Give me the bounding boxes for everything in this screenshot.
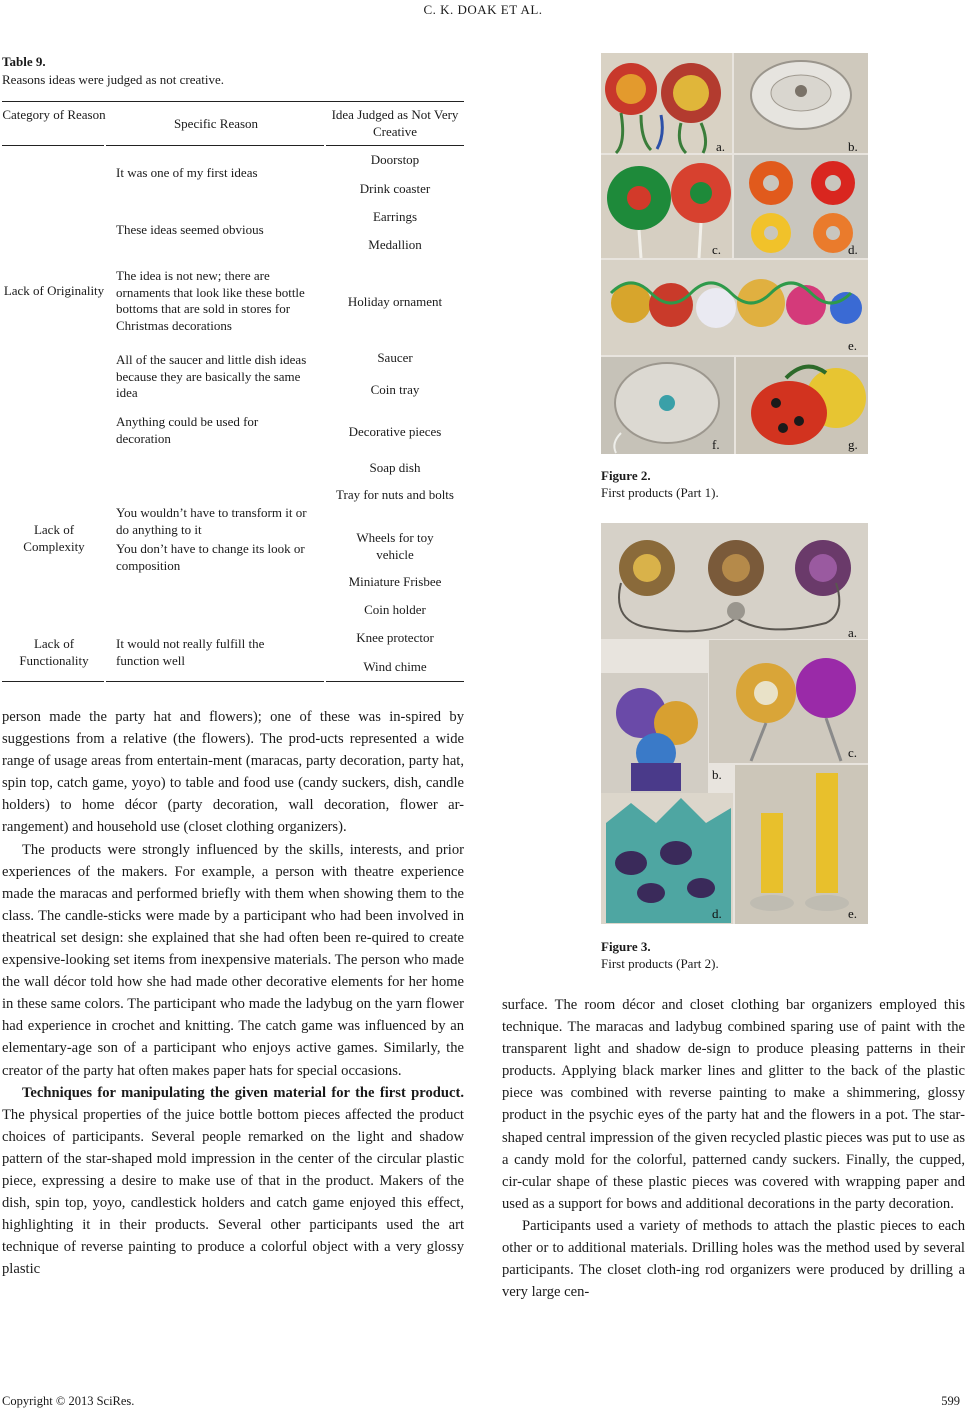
table-category-complexity: Lack of Complexity <box>23 522 85 554</box>
table-idea: Doorstop <box>370 152 420 167</box>
panel-label: g. <box>848 437 858 452</box>
table-reason: All of the saucer and little dish ideas because they are basically the same idea <box>116 352 307 400</box>
panel-label: c. <box>848 745 858 760</box>
paragraph-text: The physical properties of the juice bottle bottom pieces affected the product choices of participants. Several people remarked on the light and shadow pattern of the star-shaped mold impression in the center of the circular plastic piece, expressing a desire to make use of that in the product. Makers of the dish, spin top, yoyo, candlestick holders and catch game enjoyed this effect, highlighting it in their products. Several other participants used the art technique of reverse painting to produce a colorful object with a very glossy plastic <box>2 1106 464 1278</box>
table-header-category: Category of Reason <box>2 107 106 122</box>
table-header-idea: Idea Judged as Not Very Creative <box>331 107 459 139</box>
table-idea: Wheels for toy vehicle <box>356 530 434 562</box>
panel-label: d. <box>848 242 858 257</box>
panel-label: a. <box>716 139 726 154</box>
table-idea: Miniature Frisbee <box>348 574 442 589</box>
table-category-functionality: Lack of Functionality <box>19 636 89 668</box>
figure-2-photo-collage <box>601 53 868 454</box>
panel-label: e. <box>848 906 858 921</box>
footer-copyright: Copyright © 2013 SciRes. <box>2 1394 135 1408</box>
table-idea: Decorative pieces <box>348 424 442 439</box>
table-idea: Saucer <box>377 350 413 365</box>
panel-label: d. <box>712 906 722 921</box>
table-caption: Reasons ideas were judged as not creative. <box>2 72 225 87</box>
table-reason: It was one of my first ideas <box>116 165 258 180</box>
table-idea: Wind chime <box>363 659 427 674</box>
figure-2-caption-text: First products (Part 1). <box>601 485 719 500</box>
table-idea: Coin tray <box>370 382 420 397</box>
table-reason: These ideas seemed obvious <box>116 222 264 237</box>
figure-2-image <box>601 53 868 454</box>
table-header-rule-1 <box>2 145 104 146</box>
table-idea: Earrings <box>372 209 418 224</box>
body-paragraph <box>2 1082 464 1281</box>
figure-3-photo-collage <box>601 523 868 924</box>
table-idea: Knee protector <box>356 630 434 645</box>
table-reason: The idea is not new; there are ornaments that look like these bottle bottoms that are sold in stores for Christmas decorations <box>116 268 305 333</box>
figure-3-caption <box>601 938 719 972</box>
panel-label: a. <box>848 625 858 640</box>
panel-label: b. <box>712 767 722 782</box>
table-idea: Medallion <box>368 237 422 252</box>
table-reason: You don’t have to change its look or composition <box>116 541 305 573</box>
left-column <box>2 706 464 1280</box>
figure-3-label: Figure 3. <box>601 939 651 954</box>
table-idea: Holiday ornament <box>347 294 443 309</box>
table-label: Table 9. <box>2 54 46 69</box>
panel-label: b. <box>848 139 858 154</box>
table-idea: Soap dish <box>369 460 421 475</box>
right-column <box>502 994 965 1303</box>
table-header-rule-2 <box>106 145 324 146</box>
body-paragraph: person made the party hat and flowers); one of these was in-spired by suggestions from a relative (the flowers). The prod-ucts represented a wide range of usage areas from entertain-ment (maracas, party decoration, party hat, spin top, catch game, yoyo) to table and food use (candy suckers, dish, candle holders) to home décor (party decoration, wall decoration, flower ar-rangement) and household use (closet clothing organizers). <box>2 709 464 836</box>
body-paragraph: Participants used a variety of methods to attach the plastic pieces to each other or to additional materials. Drilling holes was the method used by several participants. The closet cloth-ing rod organizers were produced by drilling a very large cen- <box>502 1217 965 1301</box>
figure-3-image <box>601 523 868 924</box>
body-paragraph: The products were strongly influenced by the skills, interests, and prior experiences of the makers. For example, a person with theatre experience made the maracas and performed briefly with them when showing them to the class. The candle-sticks were made by a participant who had been involved in theatrical set design: she explained that she had often been re-quired to create expensive-looking set items from inexpensive materials. The person who made the wall décor told how she had made other decorative elements for her home in these same colors. The participant who made the ladybug on the yarn flower had experience in crochet and knitting. The catch game was influenced by an elementary-age son of a participant who enjoys active games. Similarly, the creator of the party hat often makes paper hats for special occasions. <box>2 841 464 1079</box>
table-idea: Coin holder <box>364 602 426 617</box>
panel-label: f. <box>712 437 720 452</box>
running-head: C. K. DOAK ET AL. <box>423 2 543 17</box>
section-heading: Techniques for manipulating the given material for the first product. <box>22 1084 464 1101</box>
body-paragraph: surface. The room décor and closet clothing bar organizers employed this technique. The maracas and ladybug combined sparing use of paint with the transparent light and shadow de-sign to produce pleasing patterns in their products. Applying black marker lines and glitter to the back of the plastic piece was combined with reverse painting to make a shimmering, glossy product in the psychic eyes of the party hat and the flowers in a pot. The star-shaped central impression of the given recycled plastic pieces was put to use as a candy mold for the colorful, patterned candy suckers. Finally, the cupped, cir-cular shape of these plastic pieces was covered with wrapping paper and used as a support for bows and additional decorations in the party decoration. <box>502 997 965 1212</box>
table-reason: It would not really fulfill the function well <box>116 636 265 668</box>
figure-2-label: Figure 2. <box>601 468 651 483</box>
table-bottom-rule-3 <box>326 681 464 682</box>
panel-label: e. <box>848 338 858 353</box>
table-reason: Anything could be used for decoration <box>116 414 259 446</box>
page-number: 599 <box>941 1394 960 1408</box>
table-header-rule-3 <box>326 145 464 146</box>
table-idea: Tray for nuts and bolts <box>336 487 454 502</box>
table-bottom-rule-1 <box>2 681 104 682</box>
figure-3-caption-text: First products (Part 2). <box>601 956 719 971</box>
figure-2-caption <box>601 467 719 501</box>
table-header-reason: Specific Reason <box>173 116 259 131</box>
panel-label: c. <box>712 242 722 257</box>
table-top-rule <box>2 101 464 102</box>
table-idea: Drink coaster <box>359 181 431 196</box>
table-bottom-rule-2 <box>106 681 324 682</box>
table-category-originality: Lack of Originality <box>3 283 105 298</box>
table-reason: You wouldn’t have to transform it or do anything to it <box>116 505 307 537</box>
